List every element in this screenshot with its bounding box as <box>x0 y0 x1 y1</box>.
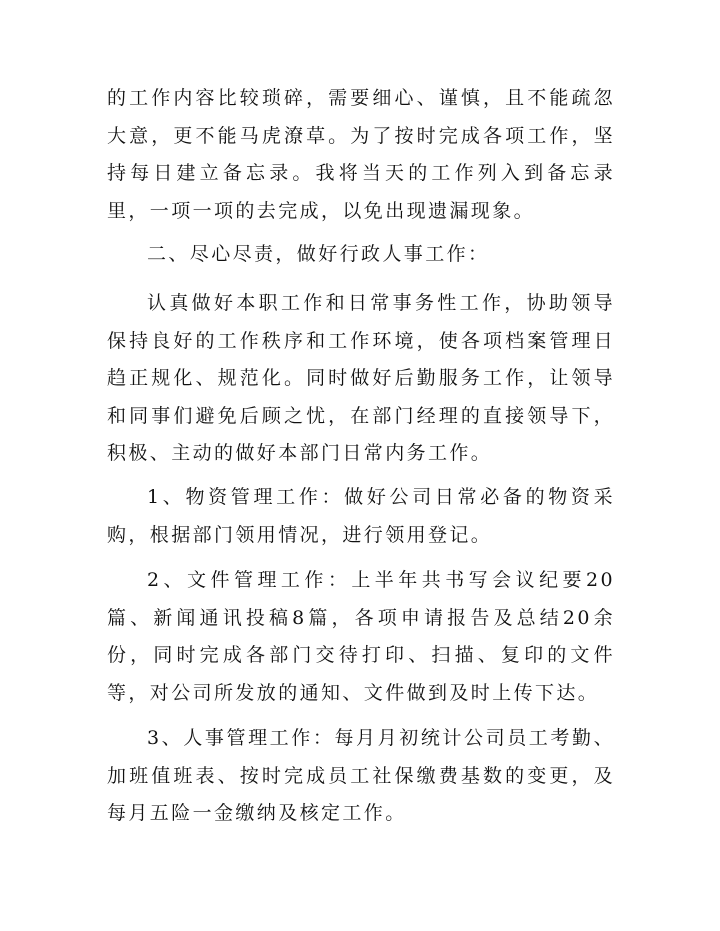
paragraph-admin-duties: 认真做好本职工作和日常事务性工作，协助领导保持良好的工作秩序和工作环境，使各项档案管理日趋正规化、规范化。同时做好后勤服务工作，让领导和同事们避免后顾之忧，在部门经理的直接领导下，积极、主动的做好本部门日常内务工作。 <box>107 292 615 464</box>
list-item-documents: 2、文件管理工作：上半年共书写会议纪要20篇、新闻通讯投稿8篇，各项申请报告及总结20余份，同时完成各部门交待打印、扫描、复印的文件等，对公司所发放的通知、文件做到及时上传下达。 <box>107 569 615 704</box>
list-item-supplies: 1、物资管理工作：做好公司日常必备的物资采购，根据部门领用情况，进行领用登记。 <box>107 486 615 546</box>
section-heading: 二、尽心尽责，做好行政人事工作： <box>147 243 490 265</box>
list-item-personnel: 3、人事管理工作：每月月初统计公司员工考勤、加班值班表、按时完成员工社保缴费基数的变更，及每月五险一金缴纳及核定工作。 <box>107 727 615 824</box>
paragraph-continued: 的工作内容比较琐碎，需要细心、谨慎，且不能疏忽大意，更不能马虎潦草。为了按时完成各项工作，坚持每日建立备忘录。我将当天的工作列入到备忘录里，一项一项的去完成，以免出现遗漏现象。 <box>107 87 615 222</box>
